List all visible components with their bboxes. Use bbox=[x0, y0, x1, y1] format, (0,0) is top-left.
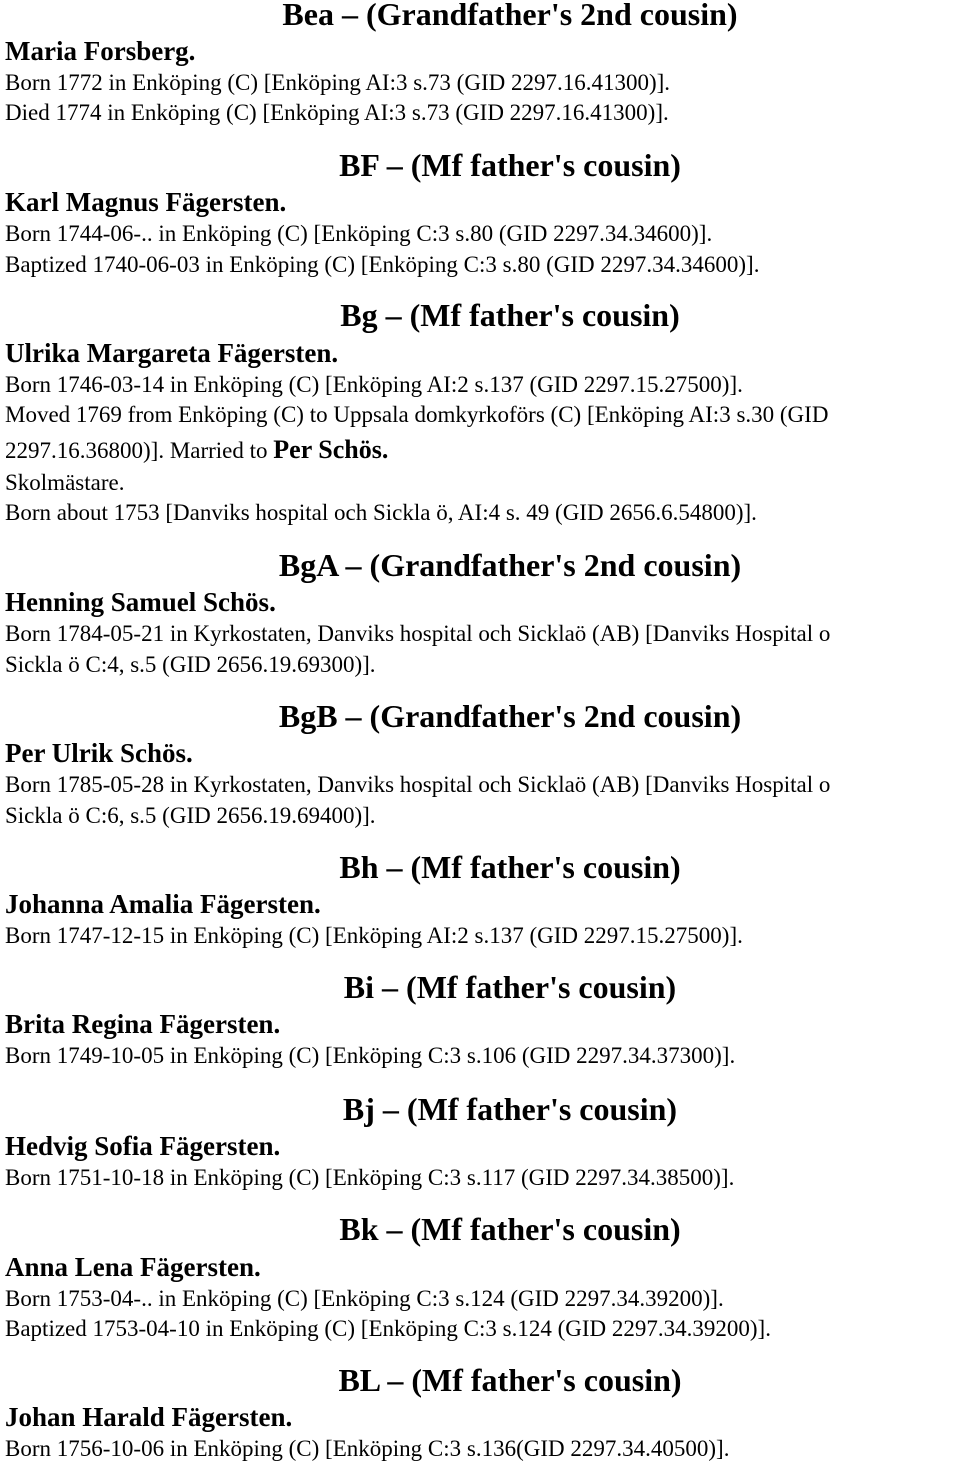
person-name: Karl Magnus Fägersten. bbox=[5, 187, 287, 217]
event-line: Born 1772 in Enköping (C) [Enköping AI:3 s.73 (GID 2297.16.41300)]. bbox=[5, 70, 671, 95]
event-line: Baptized 1740-06-03 in Enköping (C) [Enköping C:3 s.80 (GID 2297.34.34600)]. bbox=[5, 252, 760, 277]
event-line: Died 1774 in Enköping (C) [Enköping AI:3 s.73 (GID 2297.16.41300)]. bbox=[5, 100, 669, 125]
person-name: Hedvig Sofia Fägersten. bbox=[5, 1131, 281, 1161]
entry-heading: Bea – (Grandfather's 2nd cousin) bbox=[282, 0, 738, 32]
spouse-occupation: Skolmästare. bbox=[5, 470, 125, 495]
entry-heading: BgA – (Grandfather's 2nd cousin) bbox=[278, 547, 742, 583]
event-line: Born 1746-03-14 in Enköping (C) [Enköping AI:2 s.137 (GID 2297.15.27500)]. bbox=[5, 372, 743, 397]
person-name: Henning Samuel Schös. bbox=[5, 587, 276, 617]
spouse-birth-line: Born about 1753 [Danviks hospital och Sickla ö, AI:4 s. 49 (GID 2656.6.54800)]. bbox=[5, 500, 757, 525]
entry-heading: Bg – (Mf father's cousin) bbox=[340, 297, 680, 333]
entry-heading: BL – (Mf father's cousin) bbox=[338, 1362, 682, 1398]
person-name: Johanna Amalia Fägersten. bbox=[5, 889, 321, 919]
entry-heading: Bk – (Mf father's cousin) bbox=[339, 1211, 681, 1247]
person-name: Ulrika Margareta Fägersten. bbox=[5, 338, 339, 368]
person-name: Anna Lena Fägersten. bbox=[5, 1252, 261, 1282]
event-line: Born 1749-10-05 in Enköping (C) [Enköping C:3 s.106 (GID 2297.34.37300)]. bbox=[5, 1043, 736, 1068]
event-line: Born 1785-05-28 in Kyrkostaten, Danviks hospital och Sicklaö (AB) [Danviks Hospital o bbox=[5, 772, 831, 797]
entry-heading: Bj – (Mf father's cousin) bbox=[342, 1091, 678, 1127]
event-line: Born 1751-10-18 in Enköping (C) [Enköping C:3 s.117 (GID 2297.34.38500)]. bbox=[5, 1165, 735, 1190]
event-line: Moved 1769 from Enköping (C) to Uppsala domkyrkoförs (C) [Enköping AI:3 s.30 (GID bbox=[5, 402, 829, 427]
event-line: Sickla ö C:6, s.5 (GID 2656.19.69400)]. bbox=[5, 803, 376, 828]
event-line: Sickla ö C:4, s.5 (GID 2656.19.69300)]. bbox=[5, 652, 376, 677]
entry-heading: BgB – (Grandfather's 2nd cousin) bbox=[278, 698, 742, 734]
event-line: Baptized 1753-04-10 in Enköping (C) [Enköping C:3 s.124 (GID 2297.34.39200)]. bbox=[5, 1316, 771, 1341]
person-name: Per Ulrik Schös. bbox=[5, 738, 193, 768]
event-line bbox=[5, 436, 388, 465]
event-line: Born 1747-12-15 in Enköping (C) [Enköping AI:2 s.137 (GID 2297.15.27500)]. bbox=[5, 923, 743, 948]
entry-heading: Bh – (Mf father's cousin) bbox=[339, 849, 681, 885]
entry-heading: Bi – (Mf father's cousin) bbox=[343, 969, 677, 1005]
entry-heading: BF – (Mf father's cousin) bbox=[339, 147, 681, 183]
person-name: Maria Forsberg. bbox=[5, 36, 196, 66]
event-line: Born 1744-06-.. in Enköping (C) [Enköping C:3 s.80 (GID 2297.34.34600)]. bbox=[5, 221, 713, 246]
person-name: Brita Regina Fägersten. bbox=[5, 1009, 281, 1039]
event-line: Born 1753-04-.. in Enköping (C) [Enköping C:3 s.124 (GID 2297.34.39200)]. bbox=[5, 1286, 724, 1311]
event-line: Born 1784-05-21 in Kyrkostaten, Danviks hospital och Sicklaö (AB) [Danviks Hospital o bbox=[5, 621, 831, 646]
spouse-name: Per Schös. bbox=[273, 435, 389, 464]
marriage-text: 2297.16.36800)]. Married to bbox=[5, 438, 268, 463]
person-name: Johan Harald Fägersten. bbox=[5, 1402, 293, 1432]
event-line: Born 1756-10-06 in Enköping (C) [Enköping C:3 s.136(GID 2297.34.40500)]. bbox=[5, 1436, 730, 1461]
